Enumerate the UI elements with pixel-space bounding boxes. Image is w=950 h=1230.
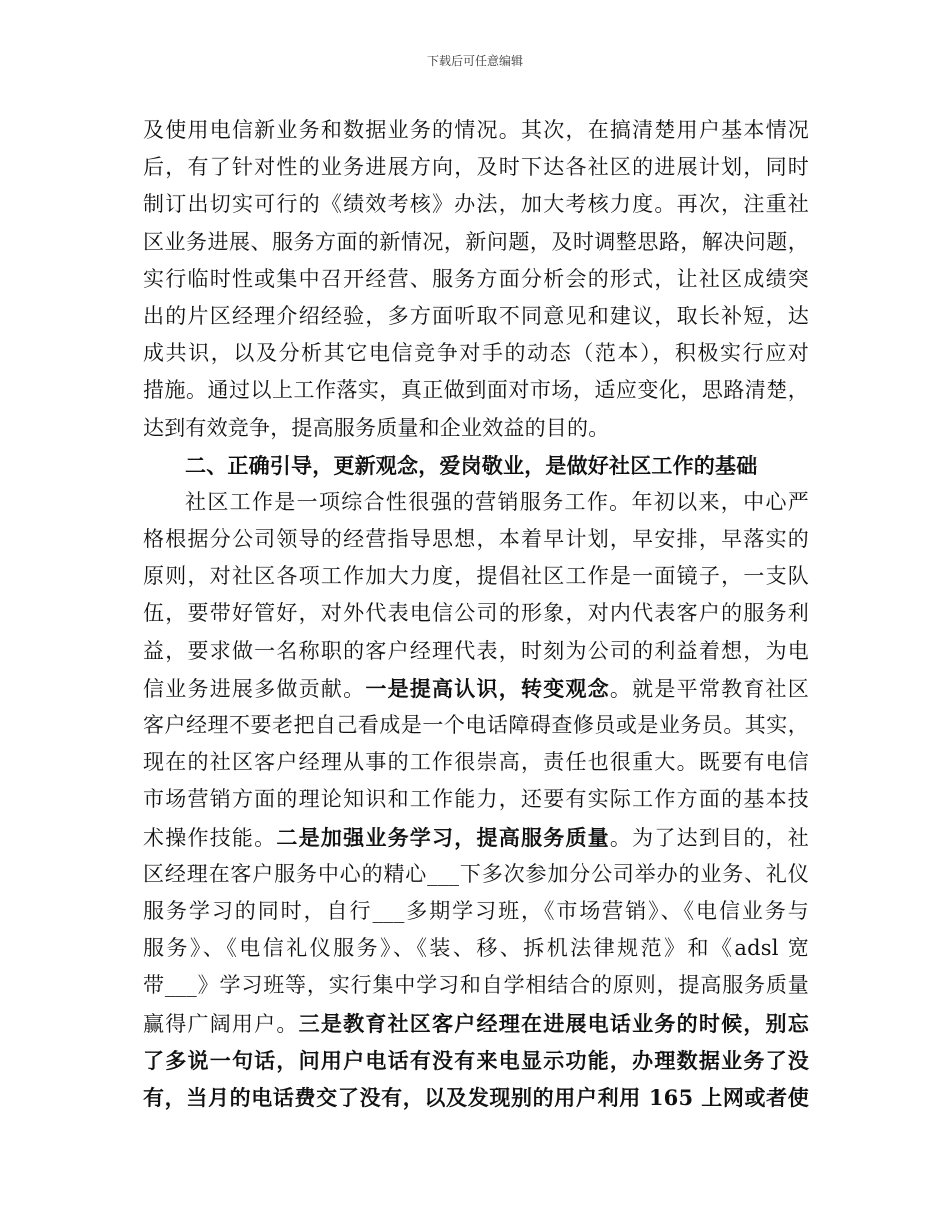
text-run: 。就是平常教育社区	[609, 676, 809, 701]
bold-phrase: 三是教育社区客户经理在进展电话业务的时候，别忘	[298, 1010, 809, 1036]
text-line: 后，有了针对性的业务进展方向，及时下达各社区的进展计划，同时	[143, 155, 809, 180]
text-line: 区经理在客户服务中心的精心___下多次参加分公司举办的业务、礼仪	[143, 861, 809, 886]
paragraph-2	[143, 484, 809, 1116]
text-line: 益，要求做一名称职的客户经理代表，时刻为公司的利益着想，为电	[143, 638, 809, 663]
text-run: 。为了达到目的，社	[609, 825, 809, 850]
text-line: 服务》、《电信礼仪服务》、《装、移、拆机法律规范》和《adsl 宽	[143, 936, 809, 961]
text-line: 区业务进展、服务方面的新情况，新问题，及时调整思路，解决问题，	[143, 229, 809, 254]
bold-phrase: 有，当月的电话费交了没有，以及发现别的用户利用 165 上网或者使	[143, 1084, 809, 1110]
text-run: 信业务进展多做贡献。	[143, 676, 366, 701]
text-run: 术操作技能。	[143, 825, 277, 850]
text-line	[143, 1005, 809, 1042]
text-line: 及使用电信新业务和数据业务的情况。其次，在搞清楚用户基本情况	[143, 118, 809, 142]
bold-phrase: 一是提高认识，转变观念	[365, 675, 610, 701]
text-line: 原则，对社区各项工作加大力度，提倡社区工作是一面镜子，一支队	[143, 564, 809, 589]
text-line: 成共识，以及分析其它电信竞争对手的动态（范本），积极实行应对	[143, 341, 809, 366]
text-line: 市场营销方面的理论知识和工作能力，还要有实际工作方面的基本技	[143, 787, 809, 812]
text-line: 社区工作是一项综合性很强的营销服务工作。年初以来，中心严	[185, 489, 809, 514]
text-run: 赢得广阔用户。	[143, 1011, 299, 1036]
paragraph-1	[143, 112, 809, 447]
text-line: 客户经理不要老把自己看成是一个电话障碍查修员或是业务员。其实，	[143, 713, 809, 737]
bold-phrase: 二是加强业务学习，提高服务质量	[276, 824, 610, 850]
text-line: 出的片区经理介绍经验，多方面听取不同意见和建议，取长补短，达	[143, 303, 809, 328]
text-line	[143, 670, 809, 707]
page-header-note: 下载后可任意编辑	[426, 54, 523, 68]
text-line: 服务学习的同时，自行___多期学习班，《市场营销》、《电信业务与	[143, 898, 809, 923]
section-heading: 二、正确引导，更新观念，爱岗敬业，是做好社区工作的基础	[185, 452, 758, 478]
text-line: 实行临时性或集中召开经营、服务方面分析会的形式，让社区成绩突	[143, 266, 809, 291]
text-line	[143, 1042, 809, 1079]
text-line	[143, 1079, 809, 1116]
text-line: 格根据分公司领导的经营指导思想，本着早计划，早安排，早落实的	[143, 527, 809, 552]
text-line: 措施。通过以上工作落实，真正做到面对市场，适应变化，思路清楚，	[143, 378, 809, 403]
text-line: 制订出切实可行的《绩效考核》办法，加大考核力度。再次，注重社	[143, 192, 809, 217]
text-line: 现在的社区客户经理从事的工作很崇高，责任也很重大。既要有电信	[143, 750, 809, 775]
text-line: 伍，要带好管好，对外代表电信公司的形象，对内代表客户的服务利	[143, 601, 809, 626]
document-body	[143, 112, 809, 1116]
text-line: 带___》学习班等，实行集中学习和自学相结合的原则，提高服务质量	[143, 973, 809, 998]
text-line: 达到有效竞争，提高服务质量和企业效益的目的。	[143, 415, 610, 440]
text-line	[143, 819, 809, 856]
bold-phrase: 了多说一句话，问用户电话有没有来电显示功能，办理数据业务了没	[143, 1047, 809, 1073]
